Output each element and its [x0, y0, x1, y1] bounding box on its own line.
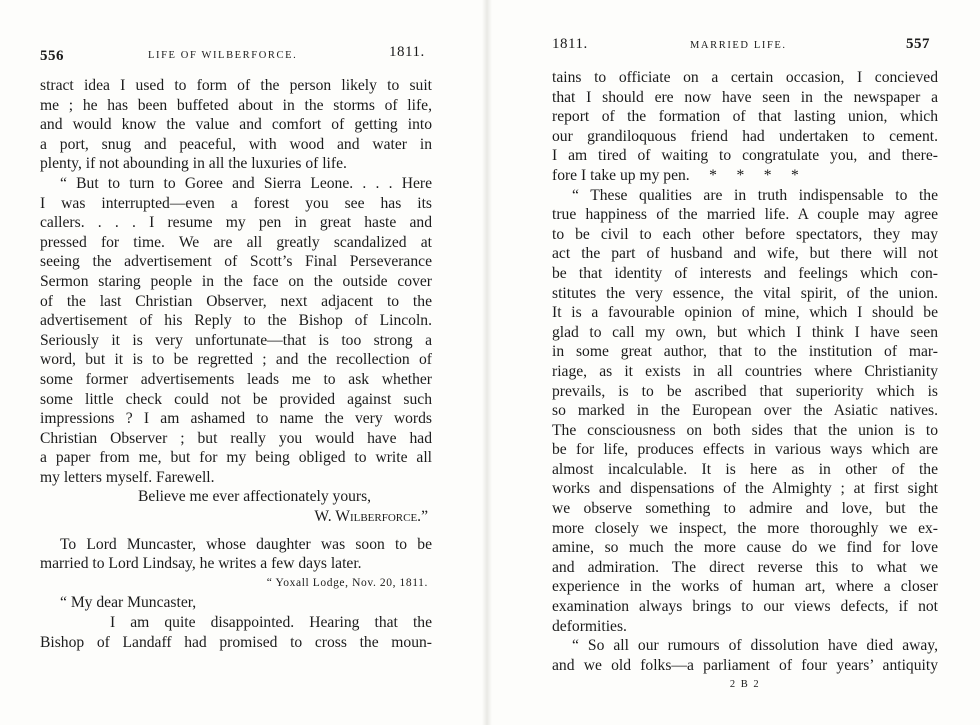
- text-line: The consciousness on both sides that the union is to: [552, 421, 938, 439]
- text-line: so marked in the European over the Asiatic natives.: [552, 402, 938, 420]
- text-line: pressed for time. We are all greatly scandalized at: [40, 233, 432, 251]
- text-line: works and dispensations of the Almighty ; at first sight: [552, 480, 938, 498]
- text-line: tains to officiate on a certain occasion, I concieved: [552, 69, 938, 86]
- text-line: glad to call my own, but which I think I have seen: [552, 323, 938, 341]
- text-line: word, but it is to be regretted ; and the recollection of: [40, 351, 432, 369]
- text-line: fore I take up my pen. * * * *: [552, 166, 799, 184]
- text-line: stitutes the very essence, the vital spirit, of the union.: [552, 284, 938, 302]
- text-line: and we old folks—a parliament of four years’ antiquity: [552, 656, 938, 674]
- text-line: amine, so much the more cause do we find for love: [552, 539, 938, 557]
- text-line: stract idea I used to form of the person likely to suit: [40, 77, 432, 94]
- text-line: impressions ? I am ashamed to name the very words: [40, 410, 432, 428]
- header-year: 1811.: [389, 44, 425, 60]
- text-line: Christian Observer ; but really you would have had: [40, 429, 432, 447]
- right-page: [490, 0, 980, 725]
- text-line: Bishop of Landaff had promised to cross the moun-: [40, 633, 432, 651]
- text-line: examination always brings to our views defects, if not: [552, 598, 938, 616]
- letter-signature: W. Wilberforce.”: [314, 508, 428, 526]
- letter-salutation: “ My dear Muncaster,: [60, 594, 197, 612]
- text-line: to be civil to each other before spectators, they may: [552, 225, 938, 243]
- text-line: “ So all our rumours of dissolution have died away,: [572, 637, 938, 655]
- text-line: and would know the value and comfort of getting into: [40, 116, 432, 134]
- header-year: 1811.: [552, 36, 588, 52]
- text-line: To Lord Muncaster, whose daughter was soon to be: [60, 535, 432, 553]
- text-line: Sermon staring people in the face on the outside cover: [40, 272, 432, 290]
- text-line: It is a favourable opinion of mine, which I should be: [552, 304, 938, 322]
- text-line: some former advertisements leads me to ask whether: [40, 370, 432, 388]
- text-line: plenty, if not abounding in all the luxuries of life.: [40, 155, 347, 173]
- text-line: report of the formation of that lasting union, which: [552, 108, 938, 126]
- page-number: 556: [40, 48, 64, 64]
- text-line: we observe something to admire and love, but the: [552, 500, 938, 518]
- text-line: my letters myself. Farewell.: [40, 468, 215, 486]
- text-line: “ These qualities are in truth indispensable to the: [572, 186, 938, 204]
- text-line: in some great author, that to the institution of mar-: [552, 343, 938, 361]
- text-line: “ But to turn to Goree and Sierra Leone. . . . Here: [60, 174, 432, 192]
- text-line: more closely we inspect, the more thoroughly we ex-: [552, 519, 938, 537]
- text-line: act the part of husband and wife, but there will not: [552, 245, 938, 263]
- text-line: be that identity of interests and feelings which con-: [552, 264, 938, 282]
- running-head: LIFE OF WILBERFORCE.: [148, 50, 298, 61]
- text-line: of the last Christian Observer, next adjacent to the: [40, 292, 432, 310]
- text-line: callers. . . . I resume my pen in great haste and: [40, 214, 432, 232]
- text-line: I am quite disappointed. Hearing that the: [110, 614, 432, 632]
- text-line: prevails, is to be ascribed that superiority which is: [552, 382, 938, 400]
- text-line: true happiness of the married life. A couple may agree: [552, 206, 938, 224]
- text-line: me ; he has been buffeted about in the storms of life,: [40, 96, 432, 114]
- right-body: [552, 68, 938, 695]
- text-line: experience in the works of human art, where a closer: [552, 578, 938, 596]
- letter-dateline: “ Yoxall Lodge, Nov. 20, 1811.: [266, 576, 428, 589]
- running-head: MARRIED LIFE.: [690, 40, 787, 51]
- letter-closing: Believe me ever affectionately yours,: [138, 488, 372, 506]
- page-number: 557: [906, 36, 930, 52]
- text-line: some little check could not be provided against such: [40, 390, 432, 408]
- text-line: Seriously it is very unfortunate—that is too strong a: [40, 331, 432, 349]
- text-line: almost incalculable. It is here as in other of the: [552, 460, 938, 478]
- text-line: advertisement of his Reply to the Bishop of Lincoln.: [40, 312, 432, 330]
- text-line: deformities.: [552, 617, 627, 635]
- text-line: married to Lord Lindsay, he writes a few days later.: [40, 555, 362, 573]
- text-line: a port, snug and peaceful, with wood and water in: [40, 135, 432, 153]
- text-line: riage, as it exists in all countries where Christianity: [552, 362, 938, 380]
- text-line: seeing the advertisement of Scott’s Final Perseverance: [40, 253, 432, 271]
- left-page: [0, 0, 485, 725]
- text-line: a paper from me, but for my being obliged to write all: [40, 449, 432, 467]
- text-line: I was interrupted—even a forest you see has its: [40, 194, 432, 212]
- signature-mark: 2 B 2: [729, 679, 761, 691]
- text-line: and admiration. The direct reverse this to what we: [552, 558, 938, 576]
- text-line: our grandiloquous friend had undertaken to cement.: [552, 127, 938, 145]
- text-line: be for life, produces effects in various ways which are: [552, 441, 938, 459]
- left-body: [40, 76, 432, 652]
- text-line: that I should ere now have seen in the newspaper a: [552, 88, 938, 106]
- text-line: I am tired of waiting to congratulate you, and there-: [552, 147, 938, 165]
